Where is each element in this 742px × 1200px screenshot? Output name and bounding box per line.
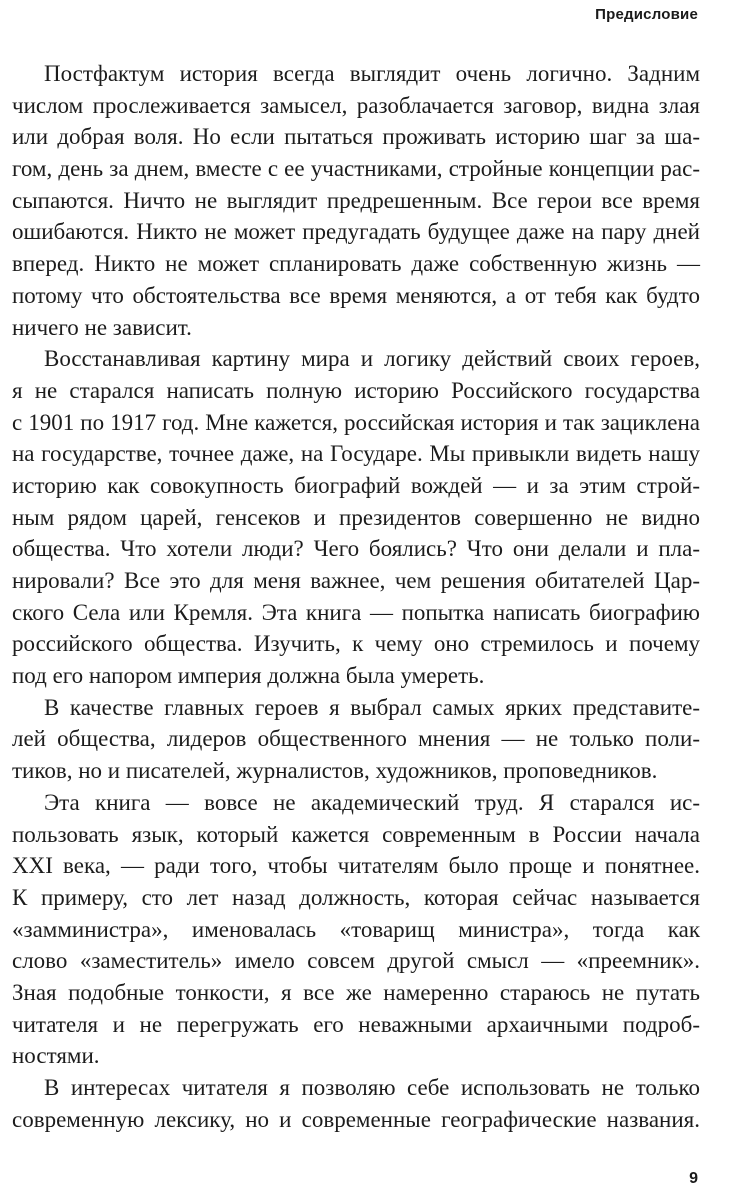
paragraph-5 <box>12 1072 700 1135</box>
text-line: ничего не зависит. <box>12 314 192 340</box>
text-line: Постфактум история всегда выглядит очень логично. Задним <box>44 61 700 86</box>
text-line: ным рядом царей, генсеков и президентов совершенно не видно <box>12 504 700 530</box>
text-line: нировали? Все это для меня важнее, чем решения обитателей Цар- <box>12 568 700 593</box>
text-line: с 1901 по 1917 год. Мне кажется, российская история и так зациклена <box>12 409 700 435</box>
text-line: пользовать язык, который кажется современным в России начала <box>12 821 700 847</box>
text-line: XXI века, — ради того, чтобы читателям было проще и понятнее. <box>12 853 700 879</box>
text-line: сыпаются. Ничто не выглядит предрешенным. Все герои все время <box>12 187 700 213</box>
paragraph-3 <box>12 692 700 787</box>
text-line: слово «заместитель» имело совсем другой смысл — «преемник». <box>12 948 700 974</box>
text-line: лей общества, лидеров общественного мнения — не только поли- <box>12 726 700 752</box>
text-line: «замминистра», именовалась «товарищ министра», тогда как <box>12 916 700 942</box>
text-line: или добрая воля. Но если пытаться проживать историю шаг за ша- <box>12 124 700 150</box>
text-line: общества. Что хотели люди? Чего боялись? Что они делали и пла- <box>12 536 700 562</box>
text-line: потому что обстоятельства все время меняются, а от тебя как будто <box>12 282 700 308</box>
running-header-section-title: Предисловие <box>595 6 698 23</box>
text-line: современную лексику, но и современные географические названия. <box>12 1106 700 1132</box>
text-line: ского Села или Кремля. Эта книга — попытка написать биографию <box>12 599 700 625</box>
text-line: ошибаются. Никто не может предугадать будущее даже на пару дней <box>12 219 700 245</box>
text-line: Восстанавливая картину мира и логику действий своих героев, <box>44 346 700 372</box>
text-line: Эта книга — вовсе не академический труд. Я старался ис- <box>44 789 700 815</box>
body-text <box>12 58 700 1135</box>
text-line: В интересах читателя я позволяю себе использовать не только <box>44 1075 700 1100</box>
text-line: гом, день за днем, вместе с ее участниками, стройные концепции рас- <box>12 156 700 182</box>
text-line: тиков, но и писателей, журналистов, художников, проповедников. <box>12 758 658 784</box>
text-line: вперед. Никто не может спланировать даже собственную жизнь — <box>12 251 700 277</box>
text-line: под его напором империя должна была умереть. <box>12 663 485 689</box>
text-line: К примеру, сто лет назад должность, которая сейчас называется <box>12 884 700 910</box>
text-line: ностями. <box>12 1043 100 1069</box>
text-line: Зная подобные тонкости, я все же намеренно стараюсь не путать <box>12 979 700 1005</box>
text-line: российского общества. Изучить, к чему оно стремилось и почему <box>12 631 700 657</box>
paragraph-2 <box>12 343 700 692</box>
text-line: читателя и не перегружать его неважными архаичными подроб- <box>12 1011 700 1037</box>
text-line: я не старался написать полную историю Российского государства <box>12 377 700 403</box>
paragraph-1 <box>12 58 700 343</box>
page-number: 9 <box>689 1170 698 1187</box>
paragraph-4 <box>12 787 700 1072</box>
text-line: историю как совокупность биографий вождей — и за этим строй- <box>12 472 700 498</box>
text-line: числом прослеживается замысел, разоблачается заговор, видна злая <box>12 92 700 118</box>
text-line: В качестве главных героев я выбрал самых ярких представите- <box>44 694 700 720</box>
text-line: на государстве, точнее даже, на Государе. Мы привыкли видеть нашу <box>12 441 700 467</box>
